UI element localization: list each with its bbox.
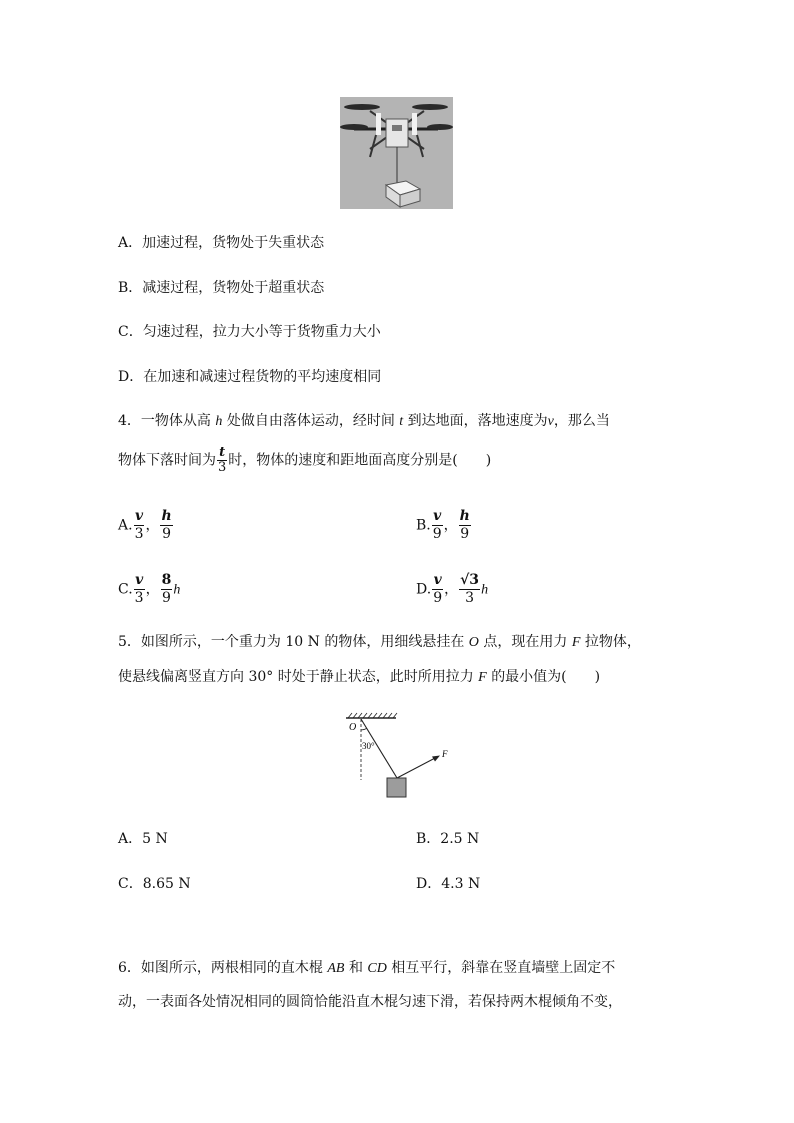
hanging-block-diagram xyxy=(340,710,460,810)
q3-option-c: C．匀速过程，拉力大小等于货物重力大小 xyxy=(118,324,381,340)
q4-option-c: C. $\frac{v}{3}$ ， $\frac{8}{9}$ h xyxy=(118,572,181,606)
q5-option-d: D．4.3 N xyxy=(416,876,481,892)
label-o: O xyxy=(349,722,357,733)
q5-option-c: C．8.65 N xyxy=(118,876,191,892)
q6-stem-line2: 动，一表面各处情况相同的圆筒恰能沿直木棍匀速下滑，若保持两木棍倾角不变， xyxy=(118,994,622,1010)
q4-option-a: A. $\frac{v}{3}$ ， $\frac{h}{9}$ xyxy=(118,508,172,542)
q6-stem-line1: 6．如图所示，两根相同的直木棍 AB 和 CD 相互平行，斜靠在竖直墙壁上固定不 xyxy=(118,960,616,976)
q5-stem-line1: 5．如图所示，一个重力为 10 N 的物体，用细线悬挂在 O 点，现在用力 F 拉物体， xyxy=(118,634,641,650)
drone-photo xyxy=(340,97,453,209)
q4-stem-line1: 4．一物体从高 h 处做自由落体运动，经时间 t 到达地面，落地速度为v，那么当 xyxy=(118,413,610,429)
q3-option-a: A．加速过程，货物处于失重状态 xyxy=(118,235,325,251)
q5-stem-line2: 使悬线偏离竖直方向 30° 时处于静止状态，此时所用拉力 F 的最小值为( ) xyxy=(118,669,601,685)
q3-option-d: D．在加速和减速过程货物的平均速度相同 xyxy=(118,369,382,385)
label-f: F xyxy=(442,749,448,759)
q4-option-b: B. $\frac{v}{9}$ ， $\frac{h}{9}$ xyxy=(416,508,470,542)
q5-option-a: A．5 N xyxy=(118,831,168,847)
label-angle: 30° xyxy=(362,741,375,751)
fraction-t-over-3: $\frac{t}{3}$ xyxy=(218,445,227,475)
q5-option-b: B．2.5 N xyxy=(416,831,480,847)
q3-option-b: B．减速过程，货物处于超重状态 xyxy=(118,280,325,296)
q4-stem-line2: 物体下落时间为 $\frac{t}{3}$ 时，物体的速度和距地面高度分别是( ) xyxy=(118,445,492,475)
q4-option-d: D. $\frac{v}{9}$ ， $\frac{√3}{3}$ h xyxy=(416,572,489,606)
